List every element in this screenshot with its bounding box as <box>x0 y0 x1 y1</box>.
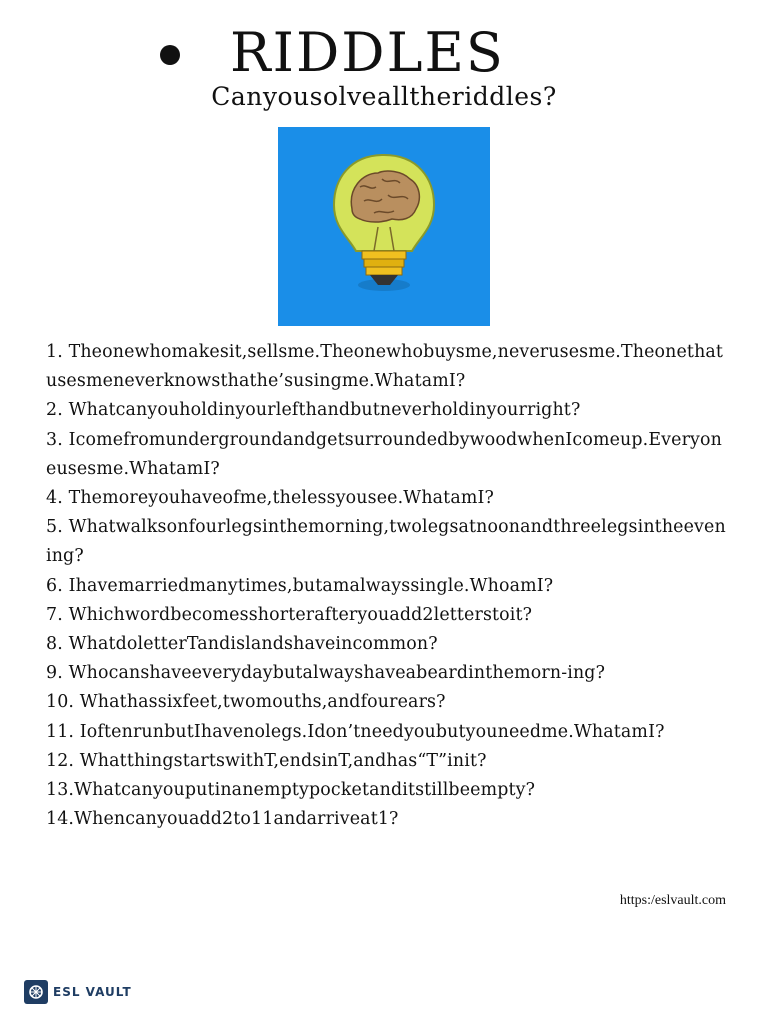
riddle-item: 13.Whatcanyouputinanemptypocketanditstillbeempty? <box>46 780 536 801</box>
riddle-item: 9. Whocanshaveeverydaybutalwayshaveabeardinthemorn-ing? <box>46 663 606 684</box>
riddle-item: 7. Whichwordbecomesshorterafteryouadd2letterstoit? <box>46 604 533 625</box>
source-url: https:/eslvault.com <box>619 893 726 908</box>
riddle-item: 14.Whencanyouadd2to11andarriveat1? <box>46 809 399 830</box>
riddle-item: 11. IoftenrunbutIhavenolegs.Idon’tneedyoubutyouneedme.WhatamI? <box>46 721 665 742</box>
riddle-list <box>46 338 726 834</box>
riddle-item: 5. Whatwalksonfourlegsinthemorning,twolegsatnoonandthreelegsintheevening? <box>46 517 726 567</box>
riddle-item: 3. IcomefromundergroundandgetsurroundedbywoodwhenIcomeup.Everyoneusesme.WhatamI? <box>46 429 723 479</box>
riddle-item: 6. Ihavemarriedmanytimes,butamalwayssingle.WhoamI? <box>46 575 554 596</box>
riddle-item: 12. WhatthingstartswithT,endsinT,andhas“T”init? <box>46 750 487 771</box>
riddle-item: 2. Whatcanyouholdinyourlefthandbutneverholdinyourright? <box>46 400 581 421</box>
title-row <box>160 18 505 88</box>
vault-icon <box>24 980 48 1004</box>
riddle-item: 10. Whathassixfeet,twomouths,andfourears? <box>46 692 446 713</box>
page-title: RIDDLES <box>230 21 505 84</box>
lightbulb-brain-icon <box>278 127 490 326</box>
riddle-item: 4. Themoreyouhaveofme,thelessyousee.WhatamI? <box>46 488 494 509</box>
brand-name: ESL VAULT <box>53 985 132 999</box>
brand-logo <box>24 980 132 1004</box>
bullet-icon <box>160 45 180 65</box>
page-subtitle: Canyousolvealltheriddles? <box>211 82 557 111</box>
riddle-item: 8. WhatdoletterTandislandshaveincommon? <box>46 634 438 655</box>
riddle-item: 1. Theonewhomakesit,sellsme.Theonewhobuysme,neverusesme.Theonethatusesmeneverknowsthathe’susingme.WhatamI? <box>46 342 724 392</box>
